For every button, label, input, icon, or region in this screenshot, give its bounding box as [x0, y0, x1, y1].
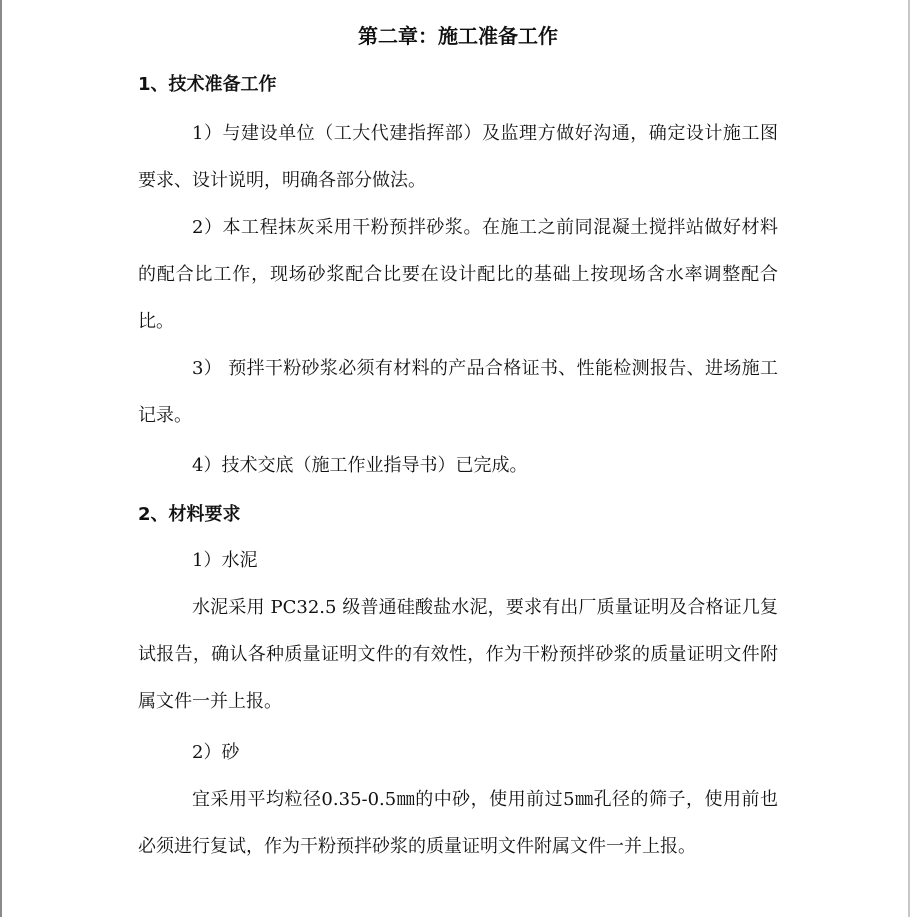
paragraph-mortar-mix: 2）本工程抹灰采用干粉预拌砂浆。在施工之前同混凝土搅拌站做好材料的配合比工作，现场砂浆配合比要在设计配比的基础上按现场含水率调整配合比。 [138, 217, 778, 332]
paragraph-sand: 宜采用平均粒径0.35-0.5㎜的中砂，使用前过5㎜孔径的筛子，使用前也必须进行复试，作为干粉预拌砂浆的质量证明文件附属文件一并上报。 [138, 789, 778, 857]
paragraph-certificates: 3） 预拌干粉砂浆必须有材料的产品合格证书、性能检测报告、进场施工记录。 [138, 358, 778, 426]
page-left-border [0, 0, 2, 917]
subheading-sand: 2）砂 [192, 742, 240, 763]
section-heading-technical-preparation: 1、技术准备工作 [138, 74, 277, 95]
subheading-cement: 1）水泥 [192, 550, 258, 571]
paragraph-cement: 水泥采用 PC32.5 级普通硅酸盐水泥，要求有出厂质量证明及合格证几复试报告，确认各种质量证明文件的有效性，作为干粉预拌砂浆的质量证明文件附属文件一并上报。 [138, 597, 778, 712]
chapter-title: 第二章：施工准备工作 [358, 24, 558, 48]
section-heading-material-requirements: 2、材料要求 [138, 504, 241, 525]
paragraph-technical-briefing: 4）技术交底（施工作业指导书）已完成。 [192, 455, 528, 476]
paragraph-coordination: 1）与建设单位（工大代建指挥部）及监理方做好沟通，确定设计施工图要求、设计说明，明确各部分做法。 [138, 123, 778, 191]
